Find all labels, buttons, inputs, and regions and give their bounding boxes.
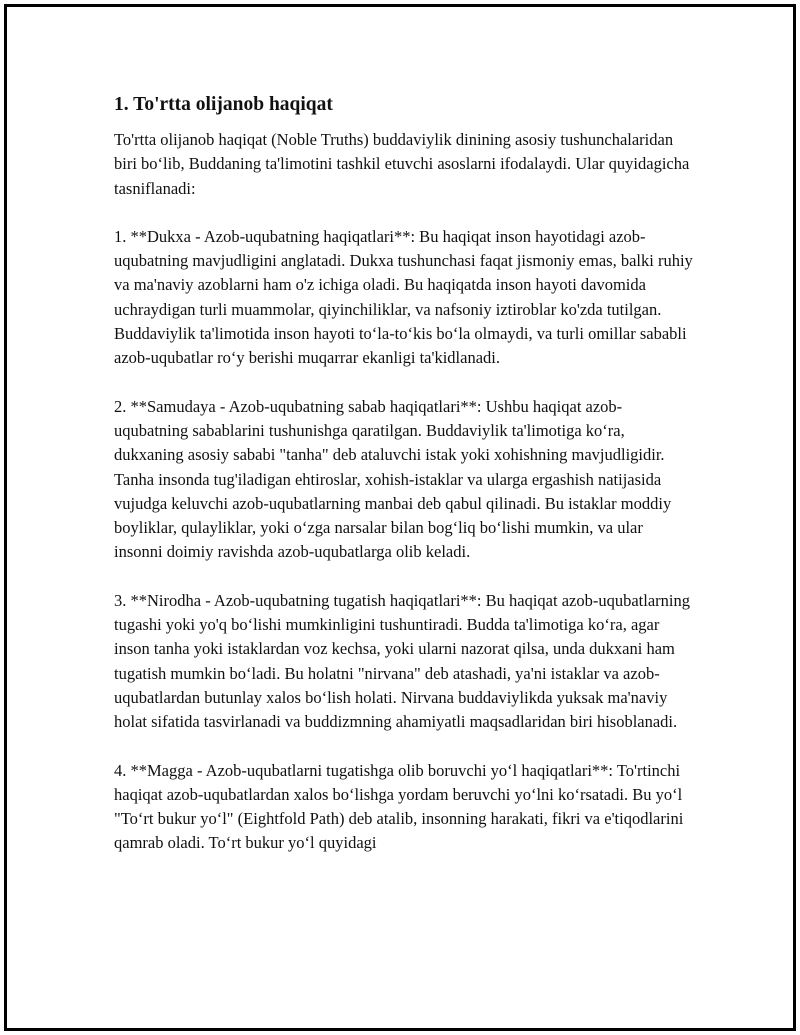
document-body <box>114 92 694 880</box>
intro-paragraph: To'rtta olijanob haqiqat (Noble Truths) buddaviylik dinining asosiy tushunchalaridan biri boʻlib, Buddaning ta'limotini tashkil etuvchi asoslarni ifodalaydi. Ular quyidagicha tasniflanadi: <box>114 130 690 198</box>
section-heading: 1. To'rtta olijanob haqiqat <box>114 94 333 115</box>
paragraph-magga: 4. **Magga - Azob-uqubatlarni tugatishga olib boruvchi yoʻl haqiqatlari**: To'rtinchi haqiqat azob-uqubatlardan xalos boʻlishga yordam beruvchi yoʻlni koʻrsatadi. Bu yoʻl "Toʻrt bukur yoʻl" (Eightfold Path) deb atalib, insonning harakati, fikri va e'tiqodlarini qamrab oladi. Toʻrt bukur yoʻl quyidagi <box>114 760 684 853</box>
paragraph-dukxa: 1. **Dukxa - Azob-uqubatning haqiqatlari**: Bu haqiqat inson hayotidagi azob-uqubatning mavjudligini anglatadi. Dukxa tushunchasi faqat jismoniy emas, balki ruhiy va ma'naviy azoblarni ham o'z ichiga oladi. Bu haqiqatda inson hayoti davomida uchraydigan turli muammolar, qiyinchiliklar, va nafsoniy iztiroblar ko'zda tutilgan. Buddaviylik ta'limotida inson hayoti toʻla-toʻkis boʻla olmaydi, va turli omillar sababli azob-uqubatlar roʻy berishi muqarrar ekanligi ta'kidlanadi. <box>114 226 693 368</box>
paragraph-nirodha: 3. **Nirodha - Azob-uqubatning tugatish haqiqatlari**: Bu haqiqat azob-uqubatlarning tugashi yoki yo'q boʻlishi mumkinligini tushuntiradi. Budda ta'limotiga koʻra, agar inson tanha yoki istaklardan voz kechsa, yoki ularni nazorat qilsa, unda dukxani ham tugatish mumkin boʻladi. Bu holatni "nirvana" deb atashadi, ya'ni istaklar va azob-uqubatlardan butunlay xalos boʻlish holati. Nirvana buddaviylikda yuksak ma'naviy holat sifatida tasvirlanadi va buddizmning ahamiyatli maqsadlaridan biri hisoblanadi. <box>114 590 690 732</box>
paragraph-samudaya: 2. **Samudaya - Azob-uqubatning sabab haqiqatlari**: Ushbu haqiqat azob-uqubatning sabablarini tushunishga qaratilgan. Buddaviylik ta'limotiga koʻra, dukxaning asosiy sababi "tanha" deb ataluvchi istak yoki xohishning mavjudligidir. Tanha insonda tug'iladigan ehtiroslar, xohish-istaklar va ularga ergashish natijasida vujudga keluvchi azob-uqubatlarning manbai deb qabul qilinadi. Bu istaklar moddiy boyliklar, qulayliklar, yoki oʻzga narsalar bilan bogʻliq boʻlishi mumkin, va ular insonni doimiy ravishda azob-uqubatlarga olib keladi. <box>114 396 672 562</box>
